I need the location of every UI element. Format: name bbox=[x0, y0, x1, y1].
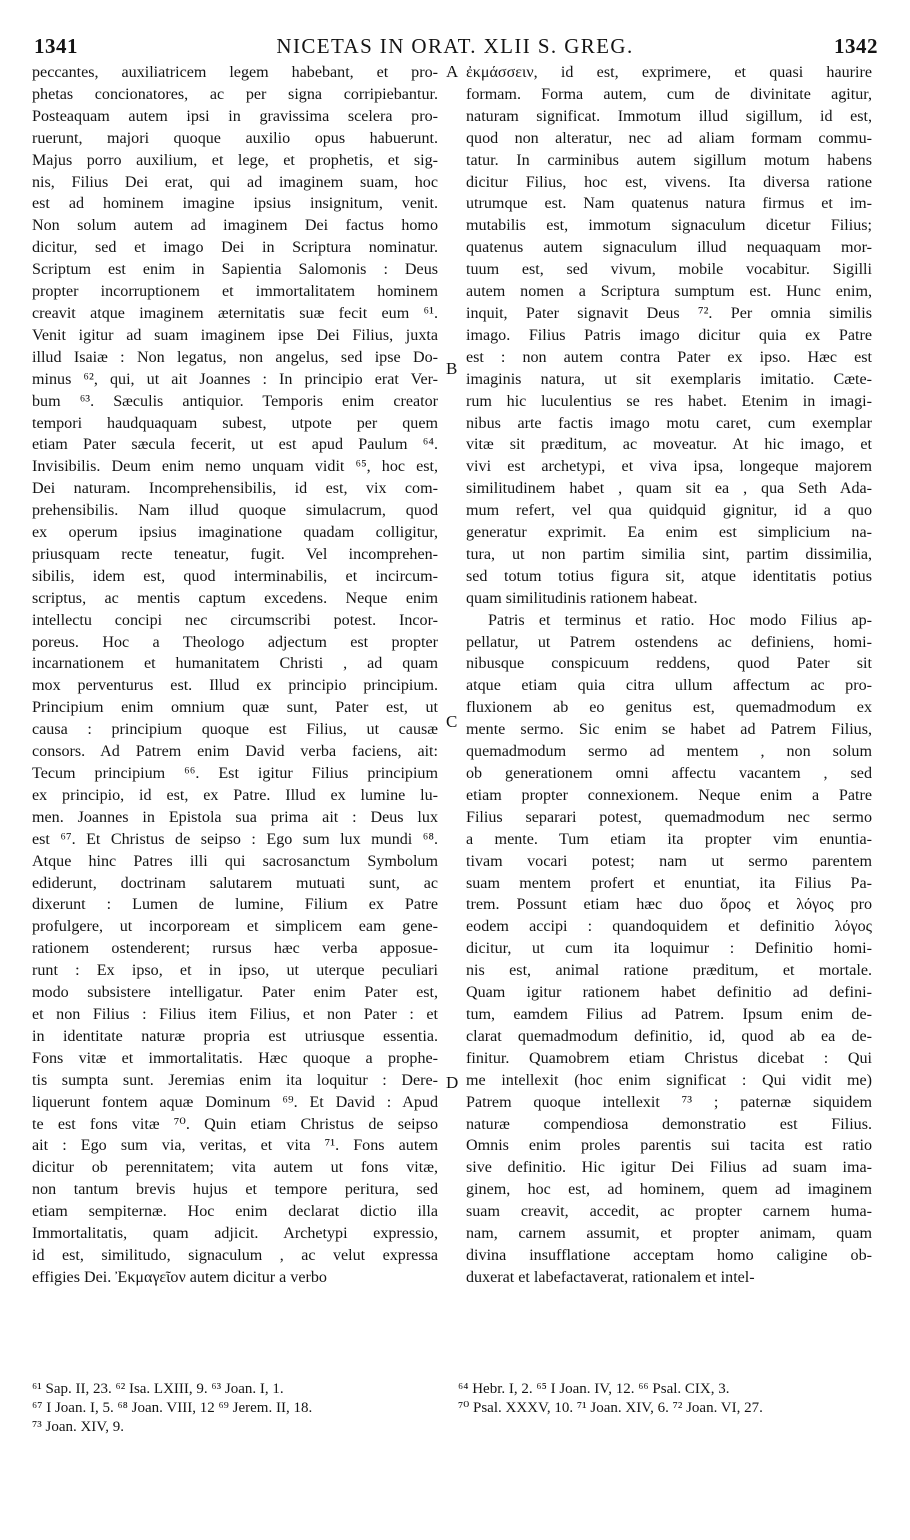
text-line: vitæ sit præditum, ac moveatur. At hic imago, et bbox=[466, 436, 872, 454]
text-line: ginem, hoc est, ad hominem, quem ad imaginem bbox=[466, 1181, 872, 1199]
text-line: non tantum brevis hujus et tempore peritura, sed bbox=[32, 1181, 438, 1199]
text-line: vivi est archetypi, et viva ipsa, longeque majorem bbox=[466, 458, 872, 476]
text-line: et non Filius : Filius item Filius, et non Pater : et bbox=[32, 1005, 438, 1023]
text-line: ob generationem omni affectu vacantem , sed bbox=[466, 765, 872, 782]
text-line: Quam igitur rationem habet definitio ad defini- bbox=[466, 984, 872, 1002]
text-line: effigies Dei. Ἐκμαγεῖον autem dicitur a verbo bbox=[32, 1268, 327, 1286]
page-number-left: 1341 bbox=[34, 34, 78, 58]
text-line: illud Isaiæ : Non legatus, non angelus, sed ipse Do- bbox=[32, 348, 438, 366]
text-line: propter incorruptionem et immortalitatem hominem bbox=[32, 283, 438, 301]
text-line: quemadmodum sermo ad mentem , non solum bbox=[466, 743, 872, 761]
text-line: nis est, animal ratione præditum, et mortale. bbox=[466, 962, 872, 980]
text-line: Invisibilis. Deum enim nemo unquam vidit ⁶⁵, hoc est, bbox=[32, 458, 438, 476]
text-line: est ⁶⁷. Et Christus de seipso : Ego sum lux mundi ⁶⁸. bbox=[32, 830, 438, 848]
text-line: suam mentem profert et enuntiat, ita Filius Pa- bbox=[466, 874, 872, 892]
text-line: men. Joannes in Epistola sua prima ait : Deus lux bbox=[32, 808, 438, 826]
text-line: Immortalitatis, quam adjicit. Archetypi expressio, bbox=[32, 1225, 438, 1243]
text-line: dicitur Filius, hoc est, vivens. Ita diversa ratione bbox=[466, 173, 872, 191]
text-line: Fons vitæ et immortalitatis. Hæc quoque a prophe- bbox=[32, 1049, 438, 1067]
text-line: intellectu concipi nec circumscribi potest. Incor- bbox=[32, 611, 438, 629]
text-line: ediderunt, doctrinam salutarem mutuati sunt, ac bbox=[32, 874, 438, 892]
left-column bbox=[32, 62, 438, 1289]
text-line: Posteaquam autem ipsi in gravissima scelera pro- bbox=[32, 107, 438, 125]
text-line: Venit igitur ad suam imaginem ipse Dei Filius, juxta bbox=[32, 326, 438, 344]
text-line: atque etiam quia citra ullum affectum ac pro- bbox=[466, 677, 872, 695]
text-line: Tecum principium ⁶⁶. Est igitur Filius principium bbox=[32, 765, 438, 782]
text-line: te est fons vitæ ⁷⁰. Quin etiam Christus de seipso bbox=[32, 1115, 438, 1133]
text-line: clarat quemadmodum definitio, id, quod ab ea de- bbox=[466, 1027, 872, 1045]
text-line: naturæ compendiosa demonstratio est Filius. bbox=[466, 1115, 872, 1133]
text-line: phetas concionatores, ac per signa corripiebantur. bbox=[32, 85, 438, 103]
text-line: ex operum ipsius imaginatione quadam colligitur, bbox=[32, 524, 438, 542]
text-line: generatur exprimit. Ea enim est simplicium na- bbox=[466, 524, 872, 542]
text-line: ⁶⁴ Hebr. I, 2. ⁶⁵ I Joan. IV, 12. ⁶⁶ Psal. CIX, 3. bbox=[458, 1381, 730, 1397]
text-line: nibus arte factis imago motu caret, cum exemplar bbox=[466, 414, 872, 432]
text-line: in identitate naturæ propria est utriusque essentia. bbox=[32, 1027, 438, 1045]
text-line: Atque hinc Patres illi qui sacrosanctum Symbolum bbox=[32, 852, 438, 870]
text-line: mum refert, vel qua quidquid gignitur, id a quo bbox=[466, 502, 872, 520]
text-line: sibilis, idem est, quod interminabilis, et incircum- bbox=[32, 567, 438, 585]
text-line: Patrem quoque intellexit ⁷³ ; paternæ siquidem bbox=[466, 1093, 872, 1111]
text-line: profulgere, ut incorpoream et simplicem eam gene- bbox=[32, 918, 438, 936]
text-line: liquerunt fontem aquæ Dominum ⁶⁹. Et David : Apud bbox=[32, 1093, 438, 1111]
text-line: sed totum totius figura sit, atque identitatis potius bbox=[466, 567, 872, 585]
text-line: etiam Pater sæcula fecerit, ut est apud Paulum ⁶⁴. bbox=[32, 436, 438, 454]
text-line: creavit atque imaginem æternitatis suæ fecit eum ⁶¹. bbox=[32, 304, 438, 322]
text-line: etiam sempiternæ. Hoc enim declarat dictio illa bbox=[32, 1203, 438, 1221]
margin-marker-a: A bbox=[446, 62, 459, 81]
text-line: Patris et terminus et ratio. Hoc modo Filius ap- bbox=[488, 611, 872, 629]
text-line: runt : Ex ipso, et in ipso, ut uterque peculiari bbox=[32, 962, 438, 980]
text-line: Majus porro auxilium, et lege, et prophetis, et sig- bbox=[32, 151, 438, 169]
text-line: causa : principium quoque est Filius, ut causæ bbox=[32, 721, 438, 739]
text-line: tatur. In carminibus autem sigillum motum habens bbox=[466, 151, 872, 169]
margin-marker-c: C bbox=[446, 712, 458, 731]
text-line: me intellexit (hoc enim significat : Qui vidit me) bbox=[466, 1071, 872, 1089]
text-line: tempori haudquaquam subest, utpote per quem bbox=[32, 414, 438, 432]
text-line: est ad hominem imagine ipsius insignitum, venit. bbox=[32, 195, 438, 213]
text-line: Omnis enim proles parentis sui tacita est ratio bbox=[466, 1137, 872, 1155]
text-line: tum, eamdem Filius ad Patrem. Ipsum enim de- bbox=[466, 1005, 872, 1023]
text-line: consors. Ad Patrem enim David verba faciens, ait: bbox=[32, 743, 438, 761]
text-line: scriptus, ac mentis captum excedens. Neque enim bbox=[32, 589, 438, 607]
text-line: imaginis natura, ut sit exemplaris imitatio. Cæte- bbox=[466, 370, 872, 388]
text-line: fluxionem ab eo genitus est, quemadmodum ex bbox=[466, 699, 872, 717]
text-line: Principium enim omnium quæ sunt, Pater est, ut bbox=[32, 699, 438, 717]
text-line: nam, carnem assumit, et propter animam, quam bbox=[466, 1225, 872, 1243]
text-line: finitur. Quamobrem etiam Christus dicebat : Qui bbox=[466, 1049, 872, 1067]
text-line: formam. Forma autem, cum de divinitate agitur, bbox=[466, 85, 872, 103]
text-line: tis sumpta sunt. Jeremias enim ita loquitur : Dere- bbox=[32, 1071, 438, 1089]
text-line: poreus. Hoc a Theologo adjectum est propter bbox=[32, 633, 438, 651]
text-line: etiam propter connexionem. Neque enim a Patre bbox=[466, 786, 872, 804]
text-line: bum ⁶³. Sæculis antiquior. Temporis enim creator bbox=[32, 392, 438, 410]
margin-marker-d: D bbox=[446, 1073, 459, 1092]
text-line: Non solum autem ad imaginem Dei factus homo bbox=[32, 217, 438, 235]
text-line: ex principio, id est, ex Patre. Illud ex lumine lu- bbox=[32, 786, 438, 804]
text-line: autem nomen a Scriptura sumptum est. Hunc enim, bbox=[466, 283, 872, 301]
text-line: dicitur, sed et imago Dei in Scriptura nominatur. bbox=[32, 239, 438, 257]
text-line: naturam significat. Immotum illud sigillum, id est, bbox=[466, 107, 872, 125]
text-line: minus ⁶², qui, ut ait Joannes : In principio erat Ver- bbox=[32, 370, 438, 388]
page-number-right: 1342 bbox=[834, 34, 878, 58]
text-line: ἐκμάσσειν, id est, exprimere, et quasi haurire bbox=[466, 64, 872, 81]
text-line: ruerunt, majori quoque auxilio opus habuerunt. bbox=[32, 129, 438, 147]
text-line: imago. Filius Patris imago dicitur quia ex Patre bbox=[466, 326, 872, 344]
text-line: ⁷⁰ Psal. XXXV, 10. ⁷¹ Joan. XIV, 6. ⁷² Joan. VI, 27. bbox=[458, 1400, 763, 1416]
text-line: Dei naturam. Incomprehensibilis, id est, vix com- bbox=[32, 480, 438, 498]
text-line: pellatur, ut Patrem ostendens ac definiens, homi- bbox=[466, 633, 872, 651]
text-line: prehensibilis. Nam illud quoque simulacrum, quod bbox=[32, 502, 438, 520]
text-line: Filius separari potest, quemadmodum nec sermo bbox=[466, 808, 872, 826]
text-line: mente sermo. Sic enim se habet ad Patrem Filius, bbox=[466, 721, 872, 739]
text-line: quod non alteratur, nec ad aliam formam commu- bbox=[466, 129, 872, 147]
text-line: id est, similitudo, signaculum , ac velut expressa bbox=[32, 1246, 438, 1264]
text-line: trem. Possunt etiam hæc duo ὅρος et λόγος pro bbox=[466, 896, 872, 914]
text-line: dicitur ob perennitatem; vita autem ut fons vitæ, bbox=[32, 1159, 438, 1177]
text-line: rum hic luculentius se res habet. Etenim in imagi- bbox=[466, 392, 872, 410]
text-line: eodem accipi : quandoquidem et definitio λόγος bbox=[466, 918, 872, 936]
right-column bbox=[466, 62, 872, 1289]
text-line: mox perventurus est. Illud ex principio principium. bbox=[32, 677, 438, 695]
text-line: ⁶⁷ I Joan. I, 5. ⁶⁸ Joan. VIII, 12 ⁶⁹ Jerem. II, 18. bbox=[32, 1400, 313, 1416]
text-line: quatenus autem signaculum illud nequaquam mor- bbox=[466, 239, 872, 257]
margin-marker-b: B bbox=[446, 359, 458, 378]
footnotes-left bbox=[32, 1380, 438, 1437]
text-line: tuum est, sed vivum, mobile vocabitur. Sigilli bbox=[466, 261, 872, 279]
text-line: sive definitio. Hic igitur Dei Filius ad suam ima- bbox=[466, 1159, 872, 1177]
text-line: suam creavit, accedit, ac propter carnem huma- bbox=[466, 1203, 872, 1221]
text-line: utrumque est. Nam quatenus natura firmus et im- bbox=[466, 195, 872, 213]
text-line: rationem ostenderent; rursus hæc verba apposue- bbox=[32, 940, 438, 958]
running-header bbox=[30, 34, 880, 60]
text-line: ⁶¹ Sap. II, 23. ⁶² Isa. LXIII, 9. ⁶³ Joan. I, 1. bbox=[32, 1381, 284, 1397]
text-line: mutabilis est, immotum signaculum dicetur Filius; bbox=[466, 217, 872, 235]
text-line: similitudinem habet , quam sit ea , qua Seth Ada- bbox=[466, 480, 872, 498]
text-line: ait : Ego sum via, veritas, et vita ⁷¹. Fons autem bbox=[32, 1137, 438, 1155]
text-line: ⁷³ Joan. XIV, 9. bbox=[32, 1419, 124, 1435]
text-line: incarnationem et humanitatem Christi , ad quam bbox=[32, 655, 438, 673]
text-line: quam similitudinis rationem habeat. bbox=[466, 589, 698, 607]
text-line: a mente. Tum etiam ita propter vim enuntia- bbox=[466, 830, 872, 848]
text-line: nibusque conspicuum reddens, quod Pater sit bbox=[466, 655, 872, 673]
text-line: peccantes, auxiliatricem legem habebant, et pro- bbox=[32, 64, 438, 81]
text-line: inquit, Pater signavit Deus ⁷². Per omnia similis bbox=[466, 304, 872, 322]
text-line: dixerunt : Lumen de lumine, Filium ex Patre bbox=[32, 896, 438, 914]
text-line: nis, Filius Dei erat, qui ad imaginem suam, hoc bbox=[32, 173, 438, 191]
text-line: dicitur, ut cum ita loquimur : Definitio homi- bbox=[466, 940, 872, 958]
running-title: NICETAS IN ORAT. XLII S. GREG. bbox=[276, 34, 634, 58]
text-line: Scriptum est enim in Sapientia Salomonis : Deus bbox=[32, 261, 438, 279]
footnotes-right bbox=[458, 1380, 888, 1418]
text-line: divina insufflatione acceptam homo caligine ob- bbox=[466, 1246, 872, 1264]
text-line: modo subsistere intelligatur. Pater enim Pater est, bbox=[32, 984, 438, 1002]
text-line: tivam vocari potest; nam ut sermo parentem bbox=[466, 852, 872, 870]
text-line: est : non autem contra Pater ex ipso. Hæc est bbox=[466, 348, 872, 366]
text-line: priusquam recte teneatur, fugit. Vel incomprehen- bbox=[32, 545, 438, 563]
text-line: tura, ut non partim similia sint, partim dissimilia, bbox=[466, 545, 872, 563]
text-line: duxerat et labefactaverat, rationalem et intel- bbox=[466, 1268, 755, 1286]
